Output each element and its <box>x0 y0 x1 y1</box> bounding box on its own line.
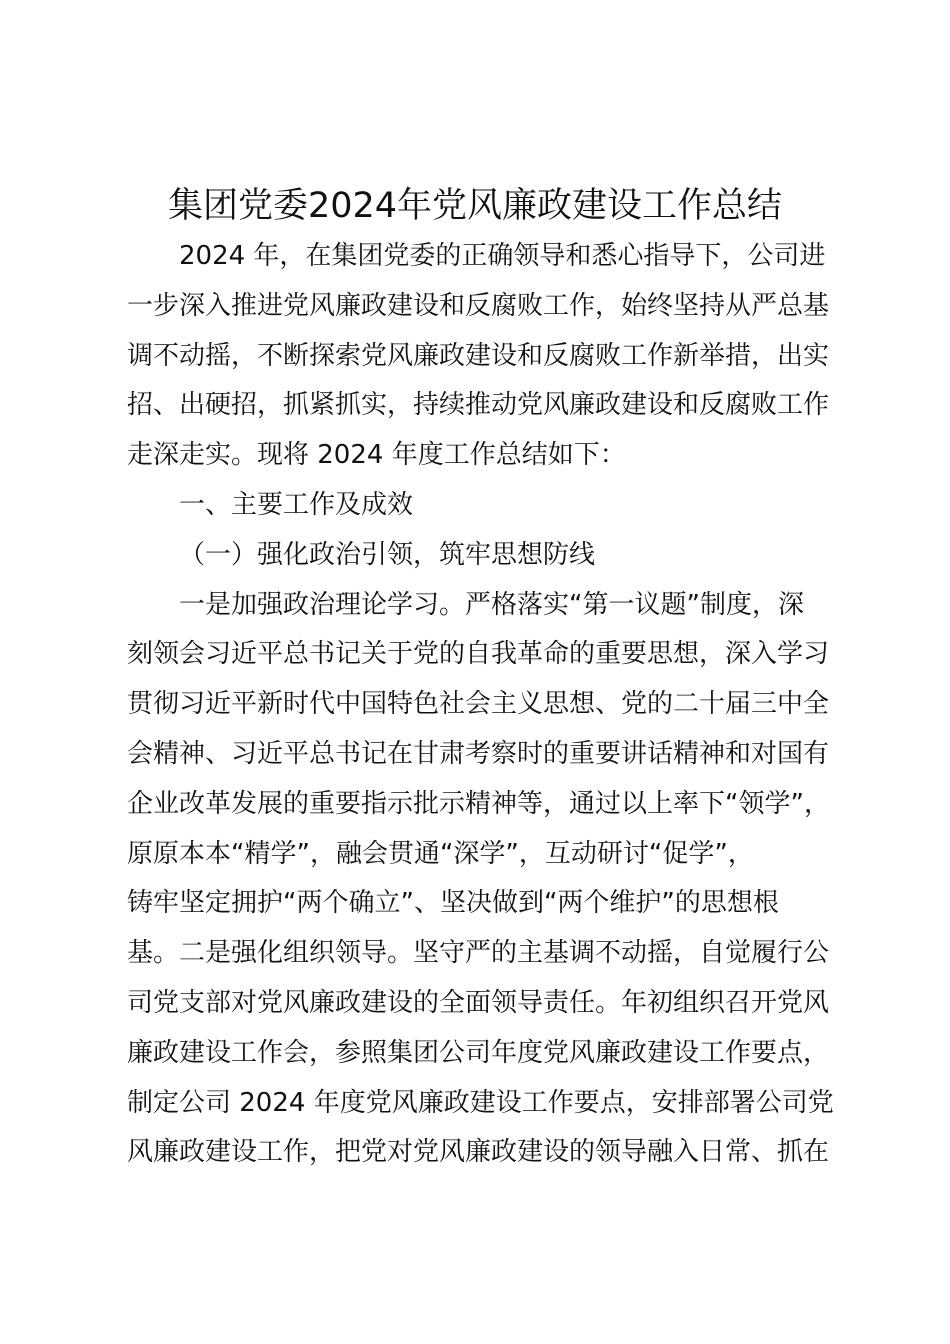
paragraph-line: 制定公司 2024 年度党风廉政建设工作要点，安排部署公司党 <box>127 1087 834 1118</box>
document-title: 集团党委2024年党风廉政建设工作总结 <box>167 186 783 226</box>
paragraph-line: 贯彻习近平新时代中国特色社会主义思想、党的二十届三中全 <box>127 689 830 720</box>
paragraph-line: 会精神、习近平总书记在甘肃考察时的重要讲话精神和对国有 <box>127 738 830 769</box>
paragraph-line: 廉政建设工作会，参照集团公司年度党风廉政建设工作要点， <box>127 1037 830 1068</box>
paragraph-line: 2024 年，在集团党委的正确领导和悉心指导下，公司进 <box>179 241 826 271</box>
paragraph-line: 司党支部对党风廉政建设的全面领导责任。年初组织召开党风 <box>127 987 830 1018</box>
subsection-heading: （一）强化政治引领，筑牢思想防线 <box>179 539 596 570</box>
paragraph-line: 一是加强政治理论学习。严格落实“第一议题”制度，深 <box>179 589 804 620</box>
document-body <box>127 232 847 1178</box>
paragraph-line: 调不动摇，不断探索党风廉政建设和反腐败工作新举措，出实 <box>127 340 830 371</box>
paragraph-line: 基。二是强化组织领导。坚守严的主基调不动摇，自觉履行公 <box>127 938 830 969</box>
paragraph-line: 一步深入推进党风廉政建设和反腐败工作，始终坚持从严总基 <box>127 290 830 321</box>
paragraph-line: 企业改革发展的重要指示批示精神等，通过以上率下“领学”， <box>127 788 830 819</box>
paragraph-line: 招、出硬招，抓紧抓实，持续推动党风廉政建设和反腐败工作 <box>127 390 830 421</box>
paragraph-line: 风廉政建设工作，把党对党风廉政建设的领导融入日常、抓在 <box>127 1137 830 1168</box>
paragraph-line: 铸牢坚定拥护“两个确立”、坚决做到“两个维护”的思想根 <box>127 888 779 919</box>
paragraph-line: 走深走实。现将 2024 年度工作总结如下： <box>127 440 626 471</box>
paragraph-line: 原原本本“精学”，融会贯通“深学”，互动研讨“促学”， <box>127 838 754 869</box>
paragraph-line: 刻领会习近平总书记关于党的自我革命的重要思想，深入学习 <box>127 639 830 670</box>
section-heading: 一、主要工作及成效 <box>179 489 414 520</box>
